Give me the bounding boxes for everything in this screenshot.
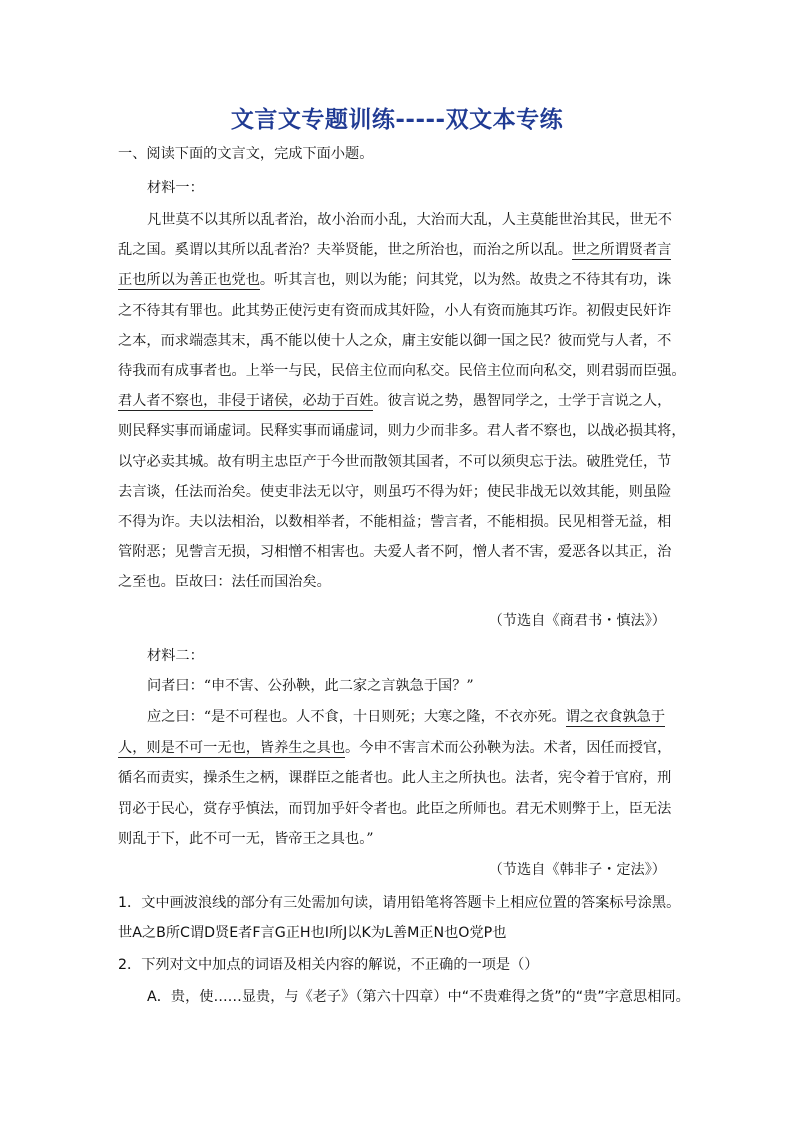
material2-line	[118, 768, 678, 788]
question1-options: 世A之B所C谓D贤E者F言G正H也I所J以K为L善M正N也O党P也	[118, 925, 507, 941]
body-text: 乱之国。奚谓以其所以乱者治？夫举贤能，世之所治也，而治之所以乱。	[118, 242, 573, 259]
section-heading: 一、阅读下面的文言文，完成下面小题。	[118, 146, 374, 162]
body-text: 不得为诈。夫以法相治，以数相举者，不能相益；訾言者，不能相损。民见相誉无益，相	[118, 514, 672, 530]
material2-label: 材料二：	[147, 648, 204, 664]
material1-line	[118, 331, 678, 351]
material1-line	[118, 361, 686, 381]
material1-line	[118, 452, 678, 472]
underlined-text: 世之所谓贤者言	[572, 242, 672, 259]
body-text: 应之曰：“是不可程也。人不食，十日则死；大寒之隆，不衣亦死。	[147, 709, 566, 725]
underlined-text: 人，则是不可一无也，皆养生之具也	[118, 739, 346, 756]
underlined-text: 君人者不察也，非侵于诸侯，必劫于百姓	[118, 393, 374, 410]
body-text: 则乱于下，此不可一无，皆帝王之具也。”	[118, 831, 374, 847]
material1-line	[118, 391, 678, 411]
material1-line	[118, 301, 678, 321]
material1-line	[147, 210, 707, 230]
body-text: 凡世莫不以其所以乱者治，故小治而小乱，大治而大乱，人主莫能世治其民，世无不	[147, 212, 672, 228]
material2-line	[118, 799, 678, 819]
body-text: 则民释实事而诵虚词。民释实事而诵虚词，则力少而非多。君人者不察也，以战必损其将，	[118, 423, 686, 440]
question2-option-a: A．贵，使……显贵，与《老子》（第六十四章）中“不贵难得之货”的“贵”字意思相同。	[147, 989, 690, 1005]
body-text: 。今申不害言术而公孙鞅为法。术者，因任而授官，	[345, 739, 672, 756]
body-text: 之至也。臣故曰：法任而国治矣。	[118, 574, 331, 591]
body-text: 。彼言说之势，愚智同学之，士学于言说之人，	[373, 393, 672, 410]
body-text: 。听其言也，则以为能；问其党，以为然。故贵之不待其有功，诛	[259, 272, 672, 289]
material1-line	[118, 421, 686, 441]
body-text: 以守必卖其城。故有明主忠臣产于今世而散领其国者，不可以须臾忘于法。破胜党任，节	[118, 453, 672, 470]
material1-line	[118, 482, 678, 502]
body-text: 罚必于民心，赏存乎慎法，而罚加乎奸令者也。此臣之所师也。君无术则弊于上，臣无法	[118, 800, 672, 817]
material1-line	[118, 542, 678, 562]
underlined-text: 正也所以为善正也党也	[118, 272, 260, 289]
underlined-text: 谓之衣食孰急于	[565, 709, 666, 725]
body-text: 循名而责实，操杀生之柄，课群臣之能者也。此人主之所执也。法者，宪令着于官府，刑	[118, 770, 672, 786]
material2-line	[118, 829, 678, 849]
body-text: 去言谈，任法而治矣。使吏非法无以守，则虽巧不得为奸；使民非战无以效其能，则虽险	[118, 483, 672, 500]
question2-stem: 2．下列对文中加点的词语及相关内容的解说，不正确的一项是（）	[118, 957, 539, 973]
material1-source: （节选自《商君书・慎法》）	[488, 613, 666, 629]
material1-label: 材料一：	[147, 180, 204, 196]
material1-line	[118, 512, 678, 532]
body-text: 之本，而求端悫其末，禹不能以使十人之众，庸主安能以御一国之民？彼而党与人者，不	[118, 332, 672, 349]
body-text: 待我而有成事者也。上举一与民，民倍主位而向私交。民倍主位而向私交，则君弱而臣强。	[118, 363, 686, 379]
material1-line	[118, 240, 678, 260]
material1-line	[118, 270, 678, 290]
question1-stem: 1．文中画波浪线的部分有三处需加句读，请用铅笔将答题卡上相应位置的答案标号涂黑。	[118, 895, 681, 911]
material2-line	[118, 738, 678, 758]
material1-line	[118, 572, 678, 592]
body-text: 之不待其有罪也。此其势正使污吏有资而成其奸险，小人有资而施其巧诈。初假吏民奸诈	[118, 302, 672, 319]
material2-question: 问者曰：“申不害、公孙鞅，此二家之言孰急于国？”	[147, 678, 474, 694]
page-title: 文言文专题训练-----双文本专练	[230, 107, 564, 133]
material2-line	[147, 707, 707, 727]
material2-source: （节选自《韩非子・定法》）	[488, 862, 666, 878]
body-text: 管附恶；见訾言无损，习相憎不相害也。夫爱人者不阿，憎人者不害，爱恶各以其正，治	[118, 544, 672, 561]
